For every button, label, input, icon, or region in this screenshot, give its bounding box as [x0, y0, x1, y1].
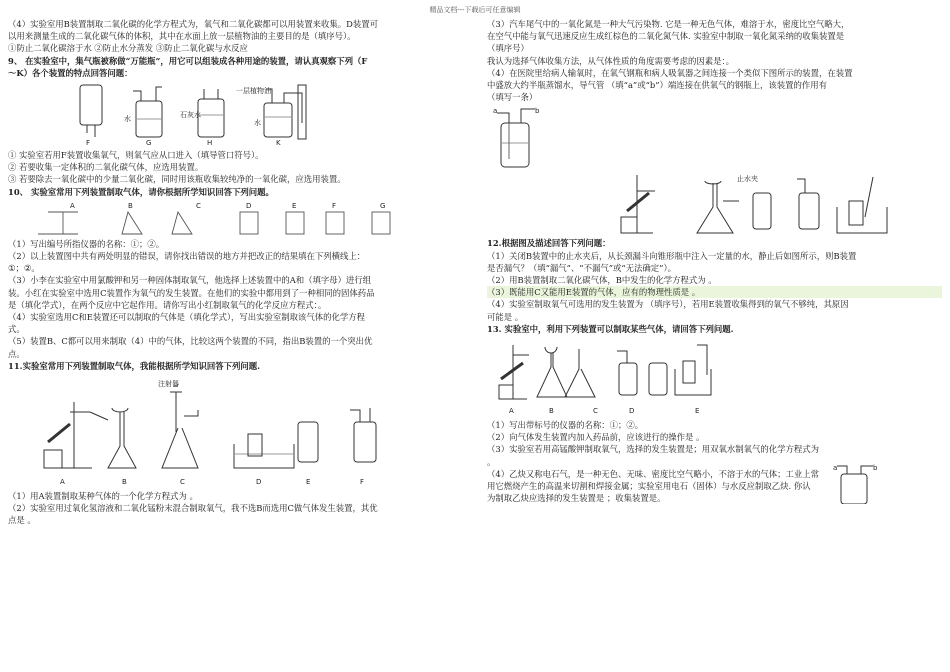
question-title: 10、 实验室常用下列装置制取气体，请你根据所学知识回答下列问题。: [8, 186, 274, 197]
fig-label-G: G: [146, 139, 152, 148]
text-line: （5）装置B、C都可以用来制取（4）中的气体，比较这两个装置的不同，指出B装置的一个突出优: [8, 336, 373, 347]
q9-apparatus-figure: [8, 79, 464, 149]
question-title: 13. 实验室中，利用下列装置可以制取某些气体，请回答下列问题.: [487, 323, 734, 334]
fig-label-B: B: [128, 201, 133, 210]
q10-apparatus-drawing: [8, 198, 464, 238]
text-line: （4）实验室制取氧气可选用的发生装置为 （填序号），若用E装置收集得到的氧气不够纯，其原因: [487, 299, 849, 310]
left-column: [8, 18, 464, 527]
text-line: 式。: [8, 324, 25, 335]
question-title: 12.根据图及描述回答下列问题：: [487, 238, 611, 249]
text-line: 中盛放大约半瓶蒸馏水，导气管 （填“a”或“b”）端连接在供氧气的钢瓶上，该装置的作用有: [487, 80, 828, 91]
fig-label-E: E: [695, 407, 700, 416]
humidifier-drawing: [487, 103, 942, 171]
text-line: （填序号）: [487, 43, 529, 54]
text-line: （3）实验室若用高锰酸钾制取氧气，选择的发生装置是；用双氧水制氧气的化学方程式为: [487, 444, 819, 455]
fig-label-B: B: [549, 407, 554, 416]
question-title: 9、 在实验室中，集气瓶被称做“万能瓶”，用它可以组装成各种用途的装置，请认真观察下列（F: [8, 55, 368, 66]
fig-text-water-k: 水: [254, 119, 261, 128]
q11-apparatus-drawing: [8, 372, 464, 490]
text-line: ① 实验室若用F装置收集氧气，则氧气应从口进入（填导管口符号）。: [8, 150, 264, 161]
fig-label-C: C: [196, 201, 201, 210]
q13-answer-block: [487, 463, 942, 504]
text-line: 以用来测量生成的二氧化碳气体的体积，其中在水面上放一层植物油的主要目的是（填序号）。: [8, 31, 356, 42]
text-line: （1）用A装置制取某种气体的一个化学方程式为 。: [8, 491, 198, 502]
text-line: （4）乙炔又称电石气，是一种无色、无味、密度比空气略小，不溶于水的气体；工业上常: [487, 468, 819, 479]
fig-label-K: K: [276, 139, 281, 148]
text-line: （4）实验室用B装置制取二氧化碳的化学方程式为，氧气和二氧化碳都可以用装置来收集。D装置可: [8, 19, 378, 29]
fig-label-b: b: [535, 107, 540, 116]
fig-label-F: F: [360, 478, 365, 487]
q13-apparatus-figure: [487, 335, 942, 419]
text-line: 点。: [8, 348, 25, 359]
fig-label-C: C: [180, 478, 185, 487]
page-header: 精品文档---下载后可任意编辑: [429, 6, 521, 14]
fig-label-D: D: [256, 478, 262, 487]
q12-apparatus-drawing: [487, 171, 942, 237]
fig-label-C: C: [593, 407, 598, 416]
text-line: 用它燃烧产生的高温来切割和焊接金属；实验室用电石（固体）与水反应制取乙炔. 你认: [487, 481, 811, 492]
oxygen-humidifier-figure: [487, 103, 942, 171]
fig-text-oil: 一层植物油: [236, 87, 271, 96]
fig-label-a: a: [833, 463, 838, 472]
text-line: （填写一条）: [487, 92, 538, 103]
fig-label-F: F: [332, 201, 337, 210]
fig-label-G: G: [380, 201, 386, 210]
highlighted-text-line: （3）既能用C又能用E装置的气体，应有的物理性质是 。: [487, 286, 942, 298]
q13-bottle-drawing: [827, 462, 887, 504]
text-line: ③ 若要除去一氧化碳中的少量二氧化碳，同时用该瓶收集较纯净的一氧化碳，应选用装置。: [8, 174, 346, 185]
fig-label-F: F: [86, 139, 91, 148]
fig-label-B: B: [122, 478, 127, 487]
text-line: 为制取乙炔应选择的发生装置是 ；收集装置是。: [487, 493, 666, 504]
text-line: 是（填化学式），在两个反应中它起作用。请你写出小红制取氧气的化学反应方程式：。: [8, 299, 327, 310]
text-line: 装。小红在实验室中选用C装置作为氧气的发生装置。在他们的实验中都用到了一种相同的固体药品: [8, 287, 375, 298]
fig-text-water: 水: [124, 115, 131, 124]
fig-text-limewater: 石灰水: [180, 111, 201, 120]
fig-label-H: H: [207, 139, 213, 148]
question-title: ～K）各个装置的特点回答问题：: [8, 67, 133, 78]
text-line: 。: [487, 456, 496, 467]
text-line: ①防止二氧化碳溶于水 ②防止水分蒸发 ③防止二氧化碳与水反应: [8, 43, 248, 54]
text-line: （1）写出带标号的仪器的名称：①；②。: [487, 420, 644, 431]
q11-apparatus-figure: [8, 372, 464, 490]
text-line: 可能是 。: [487, 311, 524, 322]
fig-text-syringe: 注射器: [158, 380, 179, 389]
fig-label-A: A: [509, 407, 514, 416]
text-line: （1）关闭B装置中的止水夹后，从长颈漏斗向锥形瓶中注入一定量的水，静止后如图所示，则B装置: [487, 250, 857, 261]
text-line: （2）以上装置图中共有两处明显的错误，请你找出错误的地方并把改正的结果填在下列横线上：: [8, 251, 366, 262]
q9-apparatus-drawing: [8, 79, 464, 149]
fig-label-D: D: [246, 201, 252, 210]
text-line: （2）用B装置制取二氧化碳气体，B中发生的化学方程式为 。: [487, 275, 717, 286]
text-line: （3）汽车尾气中的一氧化氮是一种大气污染物. 它是一种无色气体，难溶于水，密度比空气略大，: [487, 19, 850, 29]
fig-label-A: A: [60, 478, 65, 487]
text-line: （4）实验室选用C和E装置还可以制取的气体是（填化学式），写出实验室制取该气体的化学方程: [8, 312, 366, 323]
text-line: （4）在医院里给病人输氧时，在氧气钢瓶和病人吸氧器之间连接一个类似下图所示的装置，在装置: [487, 67, 853, 78]
fig-text-clamp: 止水夹: [737, 175, 758, 184]
text-line: 是否漏气？（填“漏气”、“不漏气”或“无法确定”）。: [487, 262, 676, 273]
q12-apparatus-figure: [487, 171, 942, 237]
text-line: 在空气中能与氧气迅速反应生成红棕色的二氧化氮气体. 实验室中制取一氧化氮采纳的收集装置是: [487, 31, 845, 42]
fig-label-D: D: [629, 407, 635, 416]
text-line: （3）小李在实验室中用氯酸钾和另一种固体制取氧气，他选择上述装置中的A和（填字母）进行组: [8, 275, 372, 286]
text-line: 点是 。: [8, 515, 36, 526]
fig-label-a: a: [493, 107, 498, 116]
fig-label-A: A: [70, 201, 75, 210]
q13-apparatus-drawing: [487, 335, 942, 419]
right-column: [487, 18, 942, 504]
text-line: ①；②。: [8, 263, 40, 274]
fig-label-b: b: [873, 463, 878, 472]
q10-apparatus-figure: [8, 198, 464, 238]
fig-label-E: E: [292, 201, 297, 210]
text-line: 我认为选择气体收集方法，从气体性质的角度需要考虑的因素是：。: [487, 55, 735, 66]
fig-label-E: E: [306, 478, 311, 487]
text-line: （1）写出编号所指仪器的名称：①；②。: [8, 238, 165, 249]
text-line: （2）向气体发生装置内加入药品前，应该进行的操作是 。: [487, 432, 705, 443]
question-title: 11.实验室常用下列装置制取气体，我能根据所学知识回答下列问题.: [8, 360, 260, 371]
text-line: ② 若要收集一定体积的二氧化碳气体，应选用装置。: [8, 162, 204, 173]
text-line: （2）实验室用过氧化氢溶液和二氧化锰粉末混合制取氧气，我不选B而选用C做气体发生装置，其优: [8, 503, 378, 514]
